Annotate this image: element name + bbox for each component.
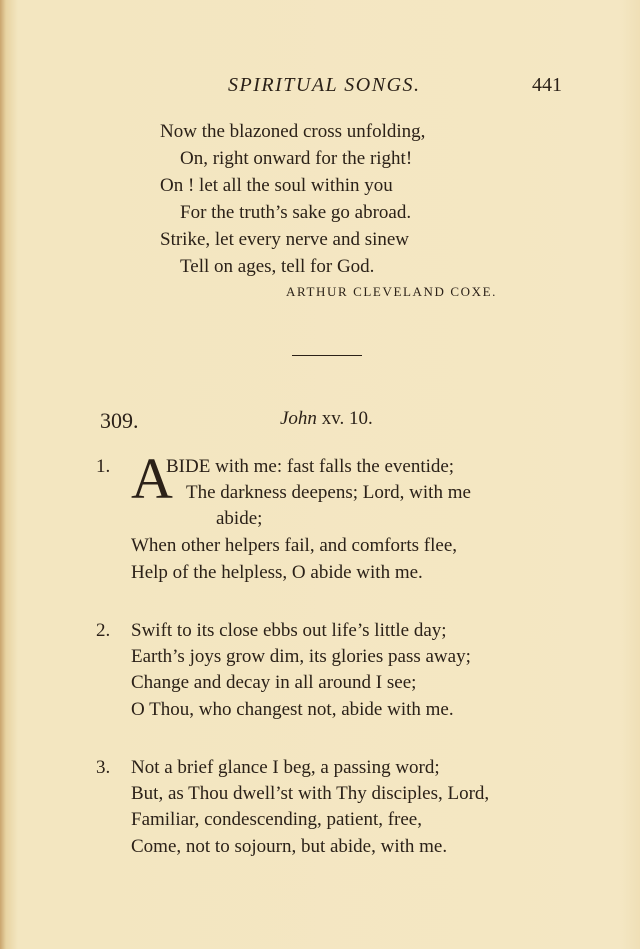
verse-line: Come, not to sojourn, but abide, with me. [131, 836, 448, 857]
verse-line: O Thou, who changest not, abide with me. [131, 699, 454, 720]
running-head [0, 74, 640, 102]
reference-chapter-verse: xv. 10. [316, 408, 373, 429]
verse-number: 1. [96, 456, 111, 477]
poem-line: For the truth’s sake go abroad. [180, 202, 412, 223]
running-title: SPIRITUAL SONGS. [228, 74, 421, 96]
poem-line: On ! let all the soul within you [160, 175, 393, 196]
poem-line: Tell on ages, tell for God. [180, 256, 375, 277]
verse-line: When other helpers fail, and comforts flee, [131, 535, 458, 556]
verse-line: Help of the helpless, O abide with me. [131, 562, 423, 583]
verse-line: The darkness deepens; Lord, with me [186, 482, 471, 503]
verse-line: Change and decay in all around I see; [131, 672, 417, 693]
poem-line: Strike, let every nerve and sinew [160, 229, 410, 250]
verse-line: Familiar, condescending, patient, free, [131, 809, 422, 830]
verse-number: 3. [96, 757, 111, 778]
page-number: 441 [532, 74, 562, 96]
verse-line: Not a brief glance I beg, a passing word; [131, 757, 440, 778]
scripture-reference [280, 408, 373, 430]
verse-line: BIDE with me: fast falls the eventide; [166, 456, 455, 477]
reference-book: John [280, 408, 317, 429]
drop-cap: A [131, 446, 173, 511]
verse-line: Swift to its close ebbs out life’s little day; [131, 620, 447, 641]
verse-line: Earth’s joys grow dim, its glories pass away; [131, 646, 471, 667]
verse-line: But, as Thou dwell’st with Thy disciples, Lord, [131, 783, 490, 804]
hymn-number: 309. [100, 408, 139, 433]
section-divider [292, 355, 362, 356]
verse-line: abide; [216, 508, 263, 529]
author-credit: ARTHUR CLEVELAND COXE. [286, 284, 497, 299]
poem-line: On, right onward for the right! [180, 148, 413, 169]
verse-number: 2. [96, 620, 111, 641]
poem-line: Now the blazoned cross unfolding, [160, 121, 426, 142]
